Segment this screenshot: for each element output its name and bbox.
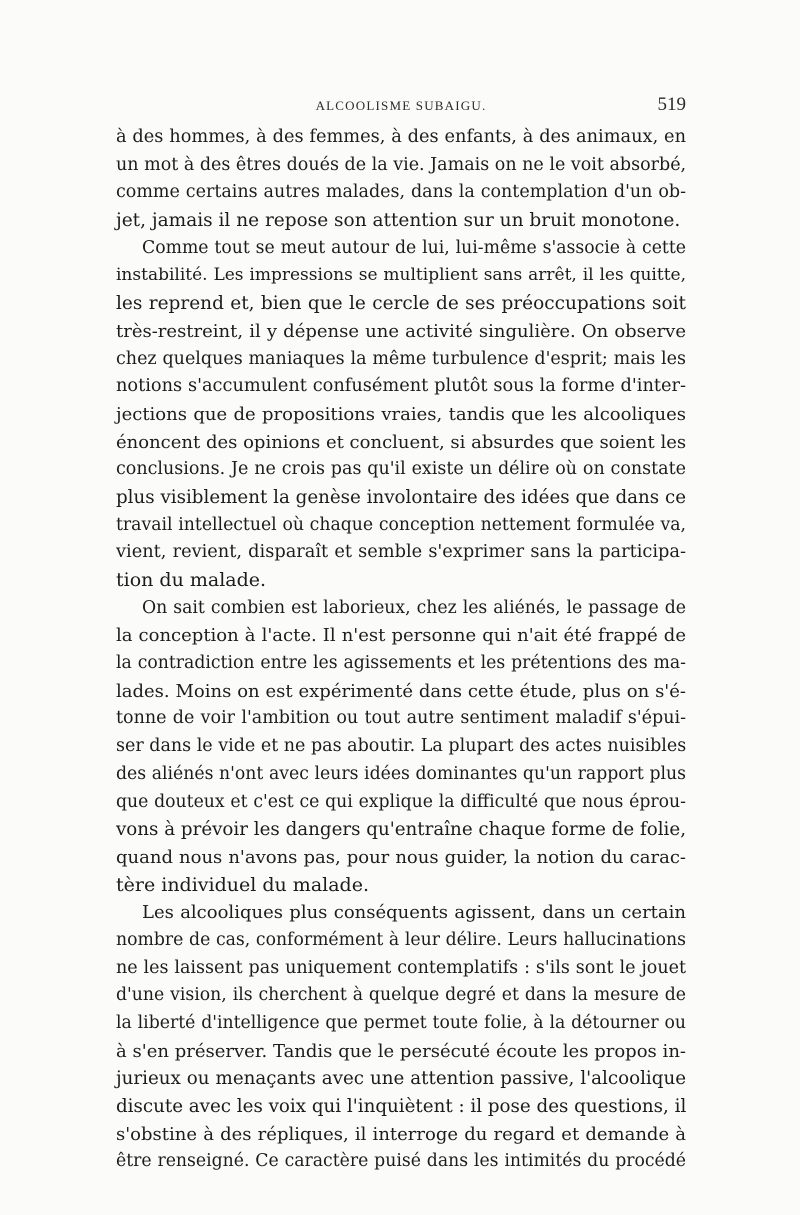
text-line: quand nous n'avons pas, pour nous guider, la notion du carac- xyxy=(116,846,686,868)
text-line: discute avec les voix qui l'inquiètent : il pose des questions, il xyxy=(116,1096,687,1118)
text-line: la liberté d'intelligence que permet toute folie, à la détourner ou xyxy=(116,1013,686,1033)
text-line: conclusions. Je ne crois pas qu'il existe un délire où on constate xyxy=(116,459,686,480)
text-line: très-restreint, il y dépense une activité singulière. On observe xyxy=(116,320,686,342)
text-line: jet, jamais il ne repose son attention sur un bruit monotone. xyxy=(116,210,681,232)
text-line: la conception à l'acte. Il n'est personne qui n'ait été frappé de xyxy=(116,625,686,647)
text-line: plus visiblement la genèse involontaire des idées que dans ce xyxy=(116,486,686,508)
text-line: à s'en préserver. Tandis que le persécuté écoute les propos in- xyxy=(116,1040,686,1062)
body-text xyxy=(116,124,686,1176)
page-header xyxy=(116,94,686,120)
text-line: jections que de propositions vraies, tandis que les alcooliques xyxy=(116,403,686,425)
text-line: On sait combien est laborieux, chez les aliénés, le passage de xyxy=(142,597,686,618)
text-line: la contradiction entre les agissements et les prétentions des ma- xyxy=(116,653,686,674)
page-number: 519 xyxy=(657,94,686,115)
text-line: que douteux et c'est ce qui explique la difficulté que nous éprou- xyxy=(116,791,686,812)
text-line: d'une vision, ils cherchent à quelque degré et dans la mesure de xyxy=(116,985,686,1006)
text-line: tonne de voir l'ambition ou tout autre sentiment maladif s'épui- xyxy=(116,708,686,729)
text-line: instabilité. Les impressions se multiplient sans arrêt, il les quitte, xyxy=(116,265,686,286)
text-line: ne les laissent pas uniquement contemplatifs : s'ils sont le jouet xyxy=(116,957,686,978)
text-line: vons à prévoir les dangers qu'entraîne chaque forme de folie, xyxy=(116,819,686,841)
text-line: les reprend et, bien que le cercle de ses préoccupations soit xyxy=(116,293,686,315)
text-line: vient, revient, disparaît et semble s'exprimer sans la participa- xyxy=(116,542,686,563)
text-line: tion du malade. xyxy=(116,569,267,591)
text-line: chez quelques maniaques la même turbulence d'esprit; mais les xyxy=(116,348,686,369)
text-line: à des hommes, à des femmes, à des enfants, à des animaux, en xyxy=(116,127,686,147)
text-line: notions s'accumulent confusément plutôt sous la forme d'inter- xyxy=(116,376,686,397)
text-line: lades. Moins on est expérimenté dans cette étude, plus on s'é- xyxy=(116,680,686,702)
text-line: énoncent des opinions et concluent, si absurdes que soient les xyxy=(116,431,687,453)
text-line: comme certains autres malades, dans la contemplation d'un ob- xyxy=(116,182,686,203)
text-line: tère individuel du malade. xyxy=(116,873,370,896)
text-line: des aliénés n'ont avec leurs idées dominantes qu'un rapport plus xyxy=(116,763,686,784)
text-line: un mot à des êtres doués de la vie. Jamais on ne le voit absorbé, xyxy=(116,154,687,175)
text-line: ser dans le vide et ne pas aboutir. La plupart des actes nuisibles xyxy=(116,736,687,757)
text-line: être renseigné. Ce caractère puisé dans les intimités du procédé xyxy=(116,1151,686,1172)
text-line: Les alcooliques plus conséquents agissent, dans un certain xyxy=(142,902,686,924)
text-line: travail intellectuel où chaque conception nettement formulée va, xyxy=(116,514,686,535)
text-line: s'obstine à des répliques, il interroge du regard et demande à xyxy=(116,1123,686,1145)
running-title: ALCOOLISME SUBAIGU. xyxy=(315,98,487,113)
text-line: Comme tout se meut autour de lui, lui-même s'associe à cette xyxy=(142,237,686,258)
text-line: jurieux ou menaçants avec une attention passive, l'alcoolique xyxy=(116,1068,686,1090)
text-line: nombre de cas, conformément à leur délire. Leurs hallucinations xyxy=(116,929,686,950)
